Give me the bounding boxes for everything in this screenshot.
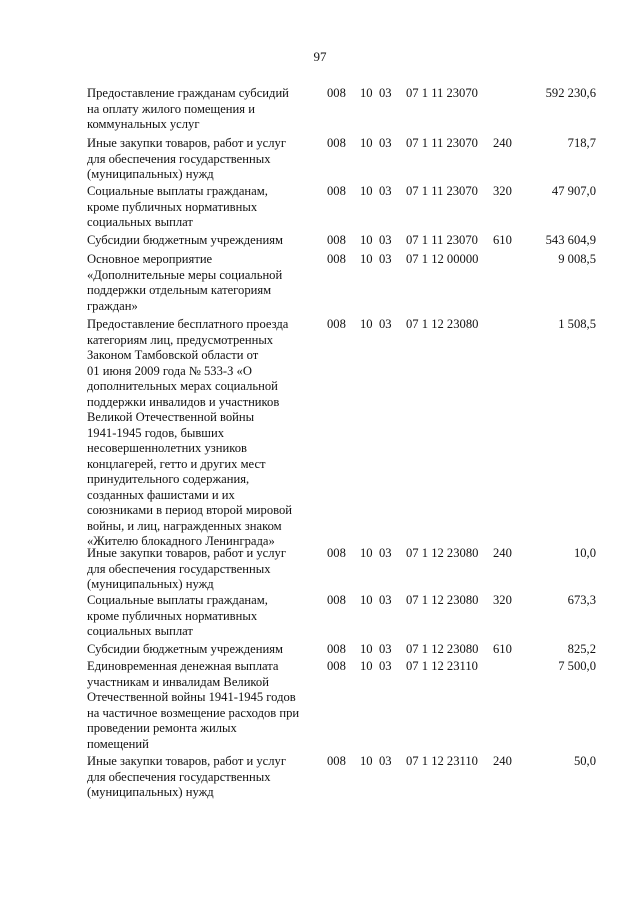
row-razdel: 10 <box>360 659 373 673</box>
row-vr: 320 <box>493 184 512 198</box>
row-csr: 07 1 12 23080 <box>406 593 479 607</box>
row-grbs: 008 <box>327 252 346 266</box>
row-sum: 7 500,0 <box>558 659 596 673</box>
row-description: Иные закупки товаров, работ и услуг для обеспечения государственных (муниципальных) нужд <box>87 754 287 799</box>
row-description: Единовременная денежная выплата участникам и инвалидам Великой Отечественной войны 1941-1945 годов на частичное возмещение расходов при проведении ремонта жилых помещений <box>87 659 300 751</box>
row-vr: 240 <box>493 754 512 768</box>
row-grbs: 008 <box>327 546 346 560</box>
row-razdel: 10 <box>360 233 373 247</box>
row-podrazdel: 03 <box>379 593 392 607</box>
row-grbs: 008 <box>327 233 346 247</box>
row-sum: 543 604,9 <box>545 233 596 247</box>
row-csr: 07 1 12 23110 <box>406 754 478 768</box>
row-sum: 50,0 <box>573 754 596 768</box>
row-description: Иные закупки товаров, работ и услуг для обеспечения государственных (муниципальных) нужд <box>87 136 287 181</box>
row-grbs: 008 <box>327 86 346 100</box>
row-grbs: 008 <box>327 659 346 673</box>
row-razdel: 10 <box>360 317 373 331</box>
row-podrazdel: 03 <box>379 754 392 768</box>
row-description: Предоставление гражданам субсидий на оплату жилого помещения и коммунальных услуг <box>87 86 289 131</box>
row-razdel: 10 <box>360 642 373 656</box>
row-vr: 240 <box>493 546 512 560</box>
row-grbs: 008 <box>327 642 346 656</box>
row-csr: 07 1 11 23070 <box>406 86 478 100</box>
row-grbs: 008 <box>327 317 346 331</box>
row-razdel: 10 <box>360 86 373 100</box>
row-vr: 240 <box>493 136 512 150</box>
row-description: Иные закупки товаров, работ и услуг для обеспечения государственных (муниципальных) нужд <box>87 546 287 591</box>
row-podrazdel: 03 <box>379 642 392 656</box>
row-description: Предоставление бесплатного проезда категориям лиц, предусмотренных Законом Тамбовской области от 01 июня 2009 года № 533-З «О дополнительных мерах социальной поддержки инвалидов и участников Великой Отечественной войны 1941-1945 годов, бывших несовершеннолетних узников концлагерей, гетто и других мест принудительного содержания, созданных фашистами и их союзниками в период второй мировой войны, и лиц, награжденных знаком «Жителю блокадного Ленинграда» <box>87 317 293 548</box>
row-grbs: 008 <box>327 136 346 150</box>
row-sum: 47 907,0 <box>551 184 596 198</box>
row-vr: 610 <box>493 233 512 247</box>
row-csr: 07 1 12 23080 <box>406 546 479 560</box>
row-description: Социальные выплаты гражданам, кроме публичных нормативных социальных выплат <box>87 593 268 638</box>
row-csr: 07 1 12 23080 <box>406 642 479 656</box>
row-sum: 592 230,6 <box>545 86 596 100</box>
row-csr: 07 1 11 23070 <box>406 184 478 198</box>
row-razdel: 10 <box>360 754 373 768</box>
row-description: Основное мероприятие «Дополнительные меры социальной поддержки отдельным категориям граждан» <box>87 252 283 313</box>
row-csr: 07 1 12 23110 <box>406 659 478 673</box>
row-podrazdel: 03 <box>379 86 392 100</box>
row-sum: 1 508,5 <box>558 317 596 331</box>
row-grbs: 008 <box>327 593 346 607</box>
row-razdel: 10 <box>360 184 373 198</box>
row-sum: 9 008,5 <box>558 252 596 266</box>
row-sum: 825,2 <box>567 642 596 656</box>
row-vr: 610 <box>493 642 512 656</box>
row-description: Социальные выплаты гражданам, кроме публичных нормативных социальных выплат <box>87 184 268 229</box>
row-razdel: 10 <box>360 593 373 607</box>
row-vr: 320 <box>493 593 512 607</box>
row-csr: 07 1 11 23070 <box>406 233 478 247</box>
row-csr: 07 1 12 00000 <box>406 252 479 266</box>
row-sum: 673,3 <box>567 593 596 607</box>
row-grbs: 008 <box>327 184 346 198</box>
row-podrazdel: 03 <box>379 184 392 198</box>
row-sum: 718,7 <box>567 136 596 150</box>
row-podrazdel: 03 <box>379 136 392 150</box>
row-podrazdel: 03 <box>379 317 392 331</box>
row-razdel: 10 <box>360 252 373 266</box>
row-razdel: 10 <box>360 546 373 560</box>
row-podrazdel: 03 <box>379 546 392 560</box>
page-number: 97 <box>313 49 327 64</box>
row-csr: 07 1 12 23080 <box>406 317 479 331</box>
row-podrazdel: 03 <box>379 233 392 247</box>
row-description: Субсидии бюджетным учреждениям <box>87 642 283 656</box>
row-sum: 10,0 <box>573 546 596 560</box>
row-podrazdel: 03 <box>379 252 392 266</box>
row-podrazdel: 03 <box>379 659 392 673</box>
row-grbs: 008 <box>327 754 346 768</box>
row-csr: 07 1 11 23070 <box>406 136 478 150</box>
row-description: Субсидии бюджетным учреждениям <box>87 233 283 247</box>
row-razdel: 10 <box>360 136 373 150</box>
